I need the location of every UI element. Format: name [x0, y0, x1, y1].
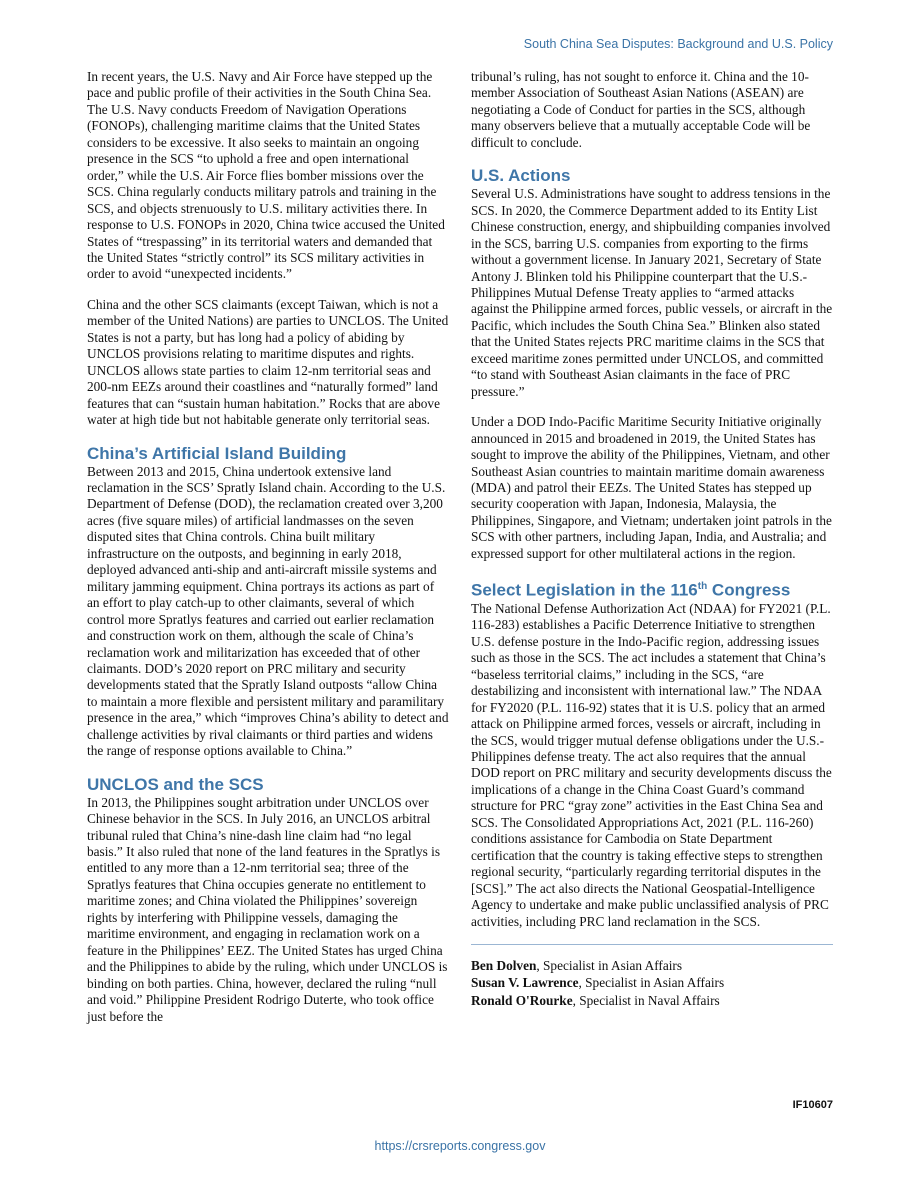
document-id: IF10607	[792, 1099, 833, 1111]
heading-artificial-island-building: China’s Artificial Island Building	[87, 443, 347, 463]
author-line: Ben Dolven, Specialist in Asian Affairs	[471, 957, 683, 973]
paragraph-arbitration: In 2013, the Philippines sought arbitration under UNCLOS over Chinese behavior in the SCS. In July 2016, an UNCLOS arbitral tribunal ruled that China’s nine-dash line claim had “no legal basis.” It also ruled that none of the land features in the Spratlys is entitled to any more than a 12-nm territorial sea; three of the Spratlys features that China occupies generate no entitlement to maritime zones; and China violated the Philippines’ sovereign rights by interfering with Philippine vessels, damaging the maritime environment, and engaging in reclamation work on a feature in the Philippines’ EEZ. The United States has urged China and the Philippines to abide by the ruling, which under UNCLOS is binding on both parties. China, however, declared the ruling “null and void.” Philippine President Rodrigo Duterte, who took office just before the	[87, 794, 448, 1024]
paragraph-island-building: Between 2013 and 2015, China undertook extensive land reclamation in the SCS’ Spratly Island chain. According to the U.S. Department of Defense (DOD), the reclamation created over 3,200 acres (five square miles) of artificial landmasses on the seven disputed sites that China controls. China built military infrastructure on the outposts, and beginning in early 2018, deployed advanced anti-ship and anti-aircraft missile systems and military jamming equipment. China portrays its actions as part of an effort to play catch-up to other claimants, several of which control more Spratlys features and carried out earlier reclamation and construction work on them, although the scale of China’s reclamation work and militarization has exceeded that of other claimants. DOD’s 2020 report on PRC military and security developments stated that the Spratly Island outposts “allow China to maintain a more flexible and persistent military and paramilitary presence in the area,” which “improves China’s ability to detect and challenge activities by rival claimants or third parties and widens the range of response options available to China.”	[87, 463, 449, 759]
right-column	[471, 69, 833, 1009]
paragraph-us-administrations: Several U.S. Administrations have sought to address tensions in the SCS. In 2020, the Commerce Department added to its Entity List Chinese construction, energy, and shipbuilding companies involved in the SCS, barring U.S. companies from exporting to the firms without a government license. In January 2021, Secretary of State Antony J. Blinken told his Philippine counterpart that the U.S.-Philippines Mutual Defense Treaty applies to “armed attacks against the Philippine armed forces, public vessels, or aircraft in the Pacific, which includes the South China Sea.” Blinken also stated that the United States rejects PRC maritime claims in the SCS that exceed maritime zones permitted under UNCLOS, and committed “to stand with Southeast Asian claimants in the face of PRC pressure.”	[471, 186, 833, 399]
heading-unclos-and-scs: UNCLOS and the SCS	[87, 774, 264, 794]
paragraph-us-military-activities: In recent years, the U.S. Navy and Air Force have stepped up the pace and public profile of their activities in the South China Sea. The U.S. Navy conducts Freedom of Navigation Operations (FONOPs), challenging maritime claims that the United States considers to be excessive. It also seeks to maintain an ongoing presence in the SCS “to uphold a free and open international order,” while the U.S. Air Force flies bomber missions over the SCS. China regularly conducts military patrols and training in the SCS, and objects strenuously to U.S. military activities there. In response to U.S. FONOPs in 2020, China twice accused the United States of “trespassing” in its territorial waters and demanded that the United States “strictly control” its SCS military activities in order to avoid “unexpected incidents.”	[87, 69, 445, 282]
paragraph-legislation: The National Defense Authorization Act (NDAA) for FY2021 (P.L. 116-283) establishes a Pacific Deterrence Initiative to strengthen U.S. defense posture in the Indo-Pacific region, addressing issues such as those in the SCS. The act includes a statement that China’s “baseless territorial claims,” including in the SCS, “are destabilizing and inconsistent with international law.” The NDAA for FY2020 (P.L. 116-92) states that it is U.S. policy that an armed attack on Philippine armed forces, vessels or aircraft, including in the SCS, would trigger mutual defense obligations under the U.S.-Philippines defense treaty. The act also requires that the annual DOD report on PRC military and security developments discuss the implications of a change in the China Coast Guard’s command structure for PRC “gray zone” activities in the East China Sea and SCS. The Consolidated Appropriations Act, 2021 (P.L. 116-260) conditions assistance for Cambodia on State Department certification that the country is taking effective steps to strengthen regional security, “particularly regarding territorial disputes in the [SCS].” The act also directs the National Geospatial-Intelligence Agency to undertake and make public unclassified analysis of PRC activities, including PRC land reclamation in the SCS.	[471, 600, 832, 929]
footer-url-link[interactable]: https://crsreports.congress.gov	[374, 1139, 546, 1153]
paragraph-tribunal-ruling: tribunal’s ruling, has not sought to enforce it. China and the 10-member Association of Southeast Asian Nations (ASEAN) are negotiating a Code of Conduct for parties in the SCS, although many observers believe that a mutually acceptable Code will be difficult to conclude.	[471, 69, 811, 150]
author-list	[471, 957, 833, 1010]
author-line: Susan V. Lawrence, Specialist in Asian Affairs	[471, 975, 725, 991]
running-header-title: South China Sea Disputes: Background and U.S. Policy	[523, 37, 833, 51]
left-column	[87, 69, 449, 1039]
paragraph-maritime-security-initiative: Under a DOD Indo-Pacific Maritime Security Initiative originally announced in 2015 and broadened in 2019, the United States has sought to improve the ability of the Philippines, Vietnam, and other Southeast Asian countries to maintain maritime domain awareness (MDA) and patrol their EEZs. The United States has stepped up security cooperation with Japan, Indonesia, Malaysia, the Philippines, Singapore, and Vietnam; undertaken joint patrols in the SCS with other partners, including Japan, India, and Australia; and expressed support for other multilateral actions in the region.	[471, 414, 832, 561]
paragraph-unclos-parties: China and the other SCS claimants (except Taiwan, which is not a member of the United Nations) are parties to UNCLOS. The United States is not a party, but has long had a policy of abiding by UNCLOS provisions relating to maritime disputes and rights. UNCLOS allows state parties to claim 12-nm territorial seas and 200-nm EEZs around their coastlines and “naturally formed” land features that can “sustain human habitation.” Rocks that are above water at high tide but not habitable generate only territorial seas.	[87, 296, 449, 428]
heading-us-actions: U.S. Actions	[471, 166, 571, 186]
heading-select-legislation: Select Legislation in the 116th Congress	[471, 580, 791, 600]
author-line: Ronald O'Rourke, Specialist in Naval Affairs	[471, 992, 720, 1008]
author-divider	[471, 944, 833, 945]
